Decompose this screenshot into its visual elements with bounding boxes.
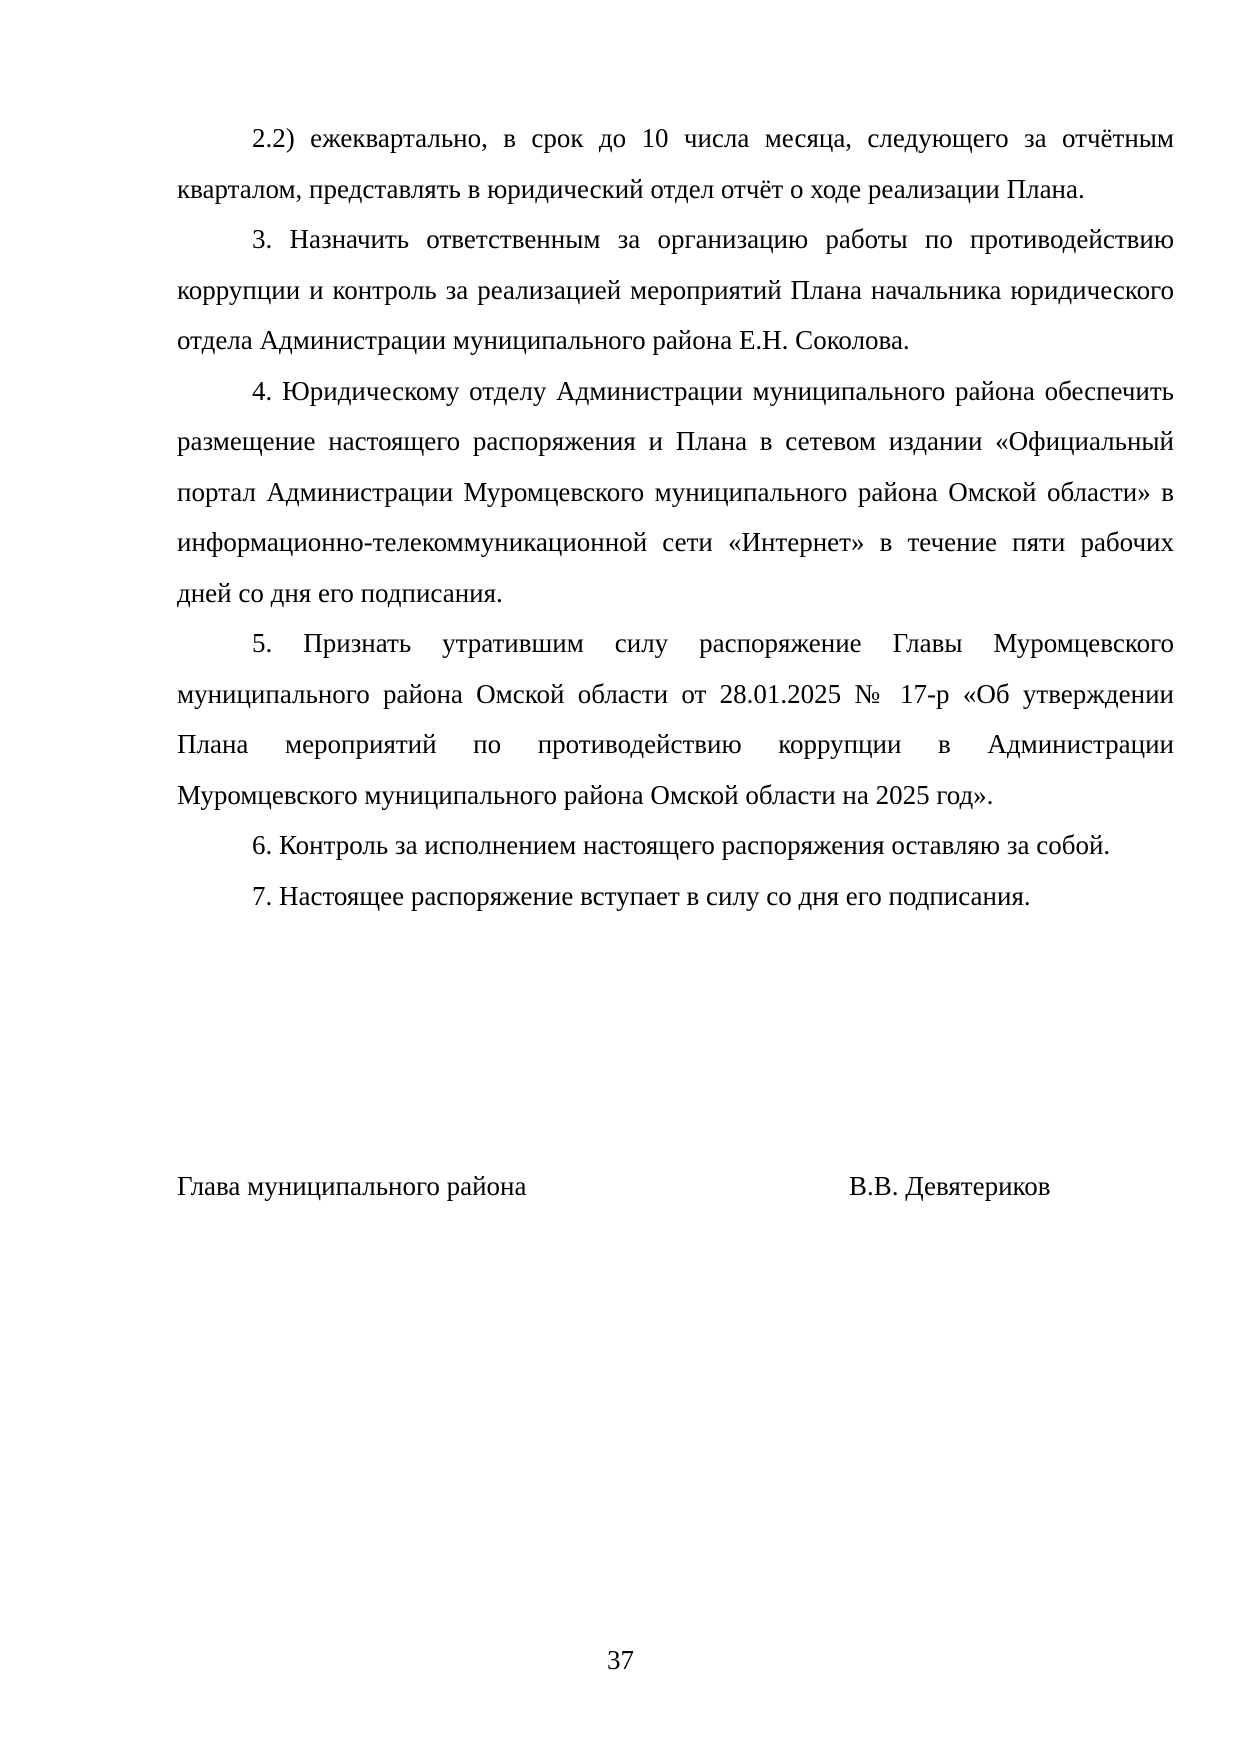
paragraph-4: 4. Юридическому отделу Администрации муниципального района обеспечить размещение настоящего распоряжения и Плана в сетевом издании «Официальный портал Администрации Муромцевского муниципального района Омской области» в информационно-телекоммуникационной сети «Интернет» в течение пяти рабочих дней со дня его подписания. (177, 375, 1174, 608)
paragraph-5: 5. Признать утратившим силу распоряжение Главы Муромцевского муниципального района Омской области от 28.01.2025 № 17-р «Об утверждении Плана мероприятий по противодействию коррупции в Администрации Муромцевского муниципального района Омской области на 2025 год». (177, 628, 1174, 810)
page-number: 37 (607, 1645, 634, 1675)
paragraph-3: 3. Назначить ответственным за организацию работы по противодействию коррупции и контроль за реализацией мероприятий Плана начальника юридического отдела Администрации муниципального района Е.Н. Соколова. (177, 224, 1174, 355)
paragraph-6: 6. Контроль за исполнением настоящего распоряжения оставляю за собой. (252, 830, 1111, 860)
signatory-name: В.В. Девятериков (849, 1171, 1051, 1201)
document-body (177, 113, 1174, 921)
signatory-position: Глава муниципального района (177, 1171, 527, 1201)
paragraph-7: 7. Настоящее распоряжение вступает в силу со дня его подписания. (252, 880, 1031, 911)
paragraph-2-2: 2.2) ежеквартально, в срок до 10 числа месяца, следующего за отчётным кварталом, представлять в юридический отдел отчёт о ходе реализации Плана. (177, 123, 1174, 204)
signature-block (177, 1166, 1174, 1206)
